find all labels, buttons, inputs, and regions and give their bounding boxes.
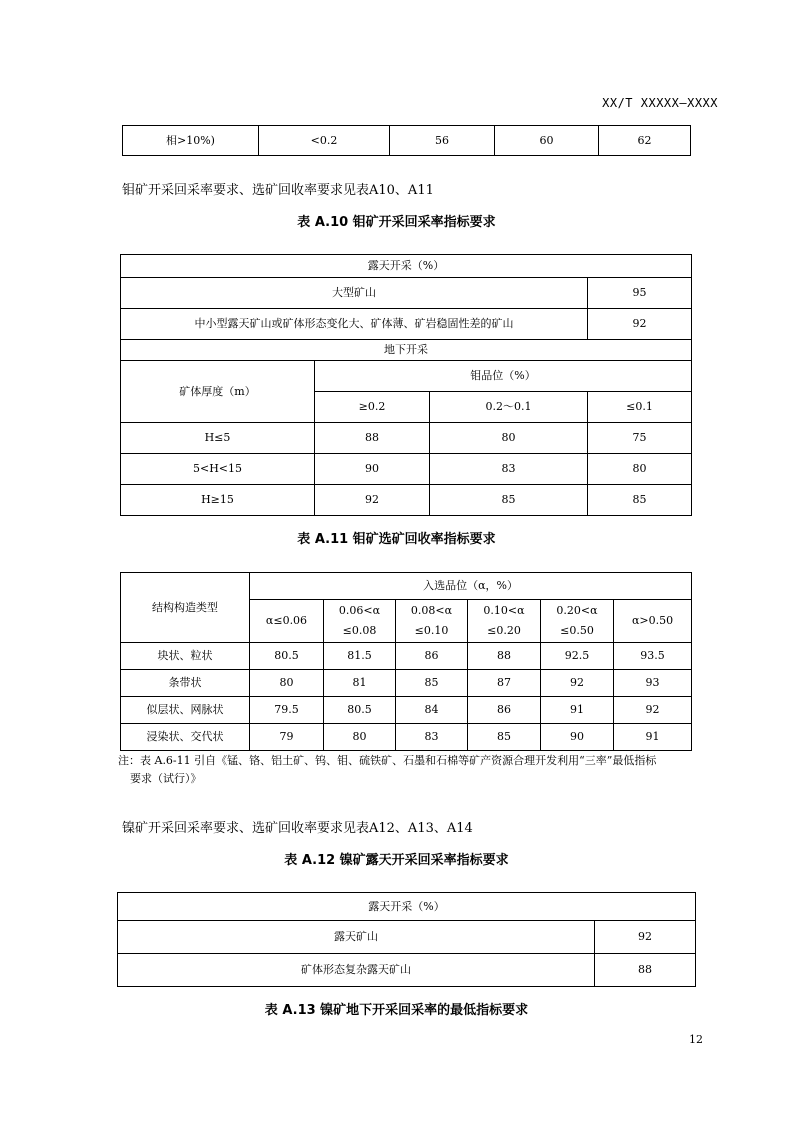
- thickness-header: 矿体厚度（m）: [121, 361, 315, 423]
- grade-col-line1: 0.06<α: [338, 604, 381, 618]
- table-cell: 62: [599, 126, 691, 156]
- note-line1: 注：表 A.6-11 引自《锰、铬、铝土矿、钨、钼、硫铁矿、石墨和石棉等矿产资源合理开发利用“三率”最低指标: [118, 754, 657, 767]
- table-cell: 79: [250, 724, 324, 751]
- table-cell: 56: [390, 126, 495, 156]
- grade-col-line2: ≤0.20: [487, 624, 521, 637]
- table-cell: 80.5: [324, 697, 396, 724]
- grade-col-line1: α≤0.06: [265, 614, 308, 628]
- table-cell: 93.5: [614, 643, 692, 670]
- grade-col-line1: 0.20<α: [556, 604, 598, 618]
- table-cell: 92: [541, 670, 614, 697]
- table-cell: 86: [468, 697, 541, 724]
- note-line2: 要求（试行）》: [130, 772, 202, 785]
- grade-col: ≤0.1: [588, 392, 692, 423]
- table-row-label: 露天矿山: [118, 921, 595, 954]
- table-row-label: 大型矿山: [121, 278, 588, 309]
- grade-col-line1: α>0.50: [631, 614, 674, 628]
- grade-col: [396, 600, 468, 643]
- table-cell: 86: [396, 643, 468, 670]
- table-a10-caption: 表 A.10 钼矿开采回采率指标要求: [297, 215, 496, 230]
- table-cell: 90: [541, 724, 614, 751]
- table-row-label: 中小型露天矿山或矿体形态变化大、矿体薄、矿岩稳固性差的矿山: [121, 309, 588, 340]
- continued-table-row: [122, 125, 691, 156]
- table-cell: 60: [495, 126, 599, 156]
- open-pit-title: 露天开采（%）: [121, 255, 692, 278]
- table-cell: 90: [315, 454, 430, 485]
- table-cell: 93: [614, 670, 692, 697]
- table-row-label: 似层状、网脉状: [121, 697, 250, 724]
- table-cell: 85: [430, 485, 588, 516]
- open-pit-title: 露天开采（%）: [118, 893, 696, 921]
- table-row-label: H≤5: [121, 423, 315, 454]
- table-a12-caption: 表 A.12 镍矿露天开采回采率指标要求: [284, 853, 509, 868]
- paragraph-molybdenum: 钼矿开采回采率要求、选矿回收率要求见表A10、A11: [122, 183, 434, 198]
- underground-title: 地下开采: [121, 340, 692, 361]
- table-cell: 95: [588, 278, 692, 309]
- table-a12: [117, 892, 696, 987]
- grade-col-line2: ≤0.10: [414, 624, 449, 637]
- table-cell: 80: [430, 423, 588, 454]
- table-row-label: 5<H<15: [121, 454, 315, 485]
- table-cell: 84: [396, 697, 468, 724]
- table-cell: 相>10%): [123, 126, 259, 156]
- table-cell: 79.5: [250, 697, 324, 724]
- table-cell: 85: [468, 724, 541, 751]
- table-cell: 81.5: [324, 643, 396, 670]
- table-note: [118, 752, 758, 788]
- table-cell: 81: [324, 670, 396, 697]
- table-cell: <0.2: [259, 126, 390, 156]
- table-a11: [120, 572, 692, 751]
- table-cell: 85: [588, 485, 692, 516]
- table-a10: [120, 254, 692, 516]
- grade-col-line2: ≤0.50: [560, 624, 594, 637]
- table-cell: 80: [324, 724, 396, 751]
- table-a11-caption: 表 A.11 钼矿选矿回收率指标要求: [297, 532, 496, 547]
- page-number: 12: [689, 1033, 703, 1046]
- struct-header: 结构构造类型: [121, 573, 250, 643]
- table-cell: 92: [614, 697, 692, 724]
- table-row-label: 块状、粒状: [121, 643, 250, 670]
- table-a13-caption: 表 A.13 镍矿地下开采回采率的最低指标要求: [264, 1003, 529, 1018]
- table-cell: 75: [588, 423, 692, 454]
- grade-col-line1: 0.10<α: [483, 604, 525, 618]
- document-code: XX/T XXXXX—XXXX: [602, 96, 718, 110]
- table-cell: 92: [588, 309, 692, 340]
- grade-col: [541, 600, 614, 643]
- table-row-label: 浸染状、交代状: [121, 724, 250, 751]
- table-cell: 91: [614, 724, 692, 751]
- table-cell: 80: [250, 670, 324, 697]
- grade-col: [468, 600, 541, 643]
- table-cell: 92: [595, 921, 696, 954]
- grade-col: ≥0.2: [315, 392, 430, 423]
- grade-col: [614, 600, 692, 643]
- table-row-label: H≥15: [121, 485, 315, 516]
- grade-header: 钼品位（%）: [315, 361, 692, 392]
- grade-header: 入选品位（α，%）: [250, 573, 692, 600]
- table-cell: 80: [588, 454, 692, 485]
- paragraph-nickel: 镍矿开采回采率要求、选矿回收率要求见表A12、A13、A14: [122, 821, 473, 836]
- table-row-label: 矿体形态复杂露天矿山: [118, 954, 595, 987]
- grade-col: [250, 600, 324, 643]
- table-cell: 83: [396, 724, 468, 751]
- table-cell: 80.5: [250, 643, 324, 670]
- table-cell: 88: [595, 954, 696, 987]
- table-cell: 87: [468, 670, 541, 697]
- table-cell: 88: [315, 423, 430, 454]
- table-row-label: 条带状: [121, 670, 250, 697]
- grade-col: [324, 600, 396, 643]
- table-cell: 85: [396, 670, 468, 697]
- grade-col-line1: 0.08<α: [410, 604, 453, 618]
- grade-col: 0.2～0.1: [430, 392, 588, 423]
- table-cell: 88: [468, 643, 541, 670]
- table-cell: 83: [430, 454, 588, 485]
- grade-col-line2: ≤0.08: [342, 624, 377, 637]
- table-cell: 91: [541, 697, 614, 724]
- table-cell: 92.5: [541, 643, 614, 670]
- table-cell: 92: [315, 485, 430, 516]
